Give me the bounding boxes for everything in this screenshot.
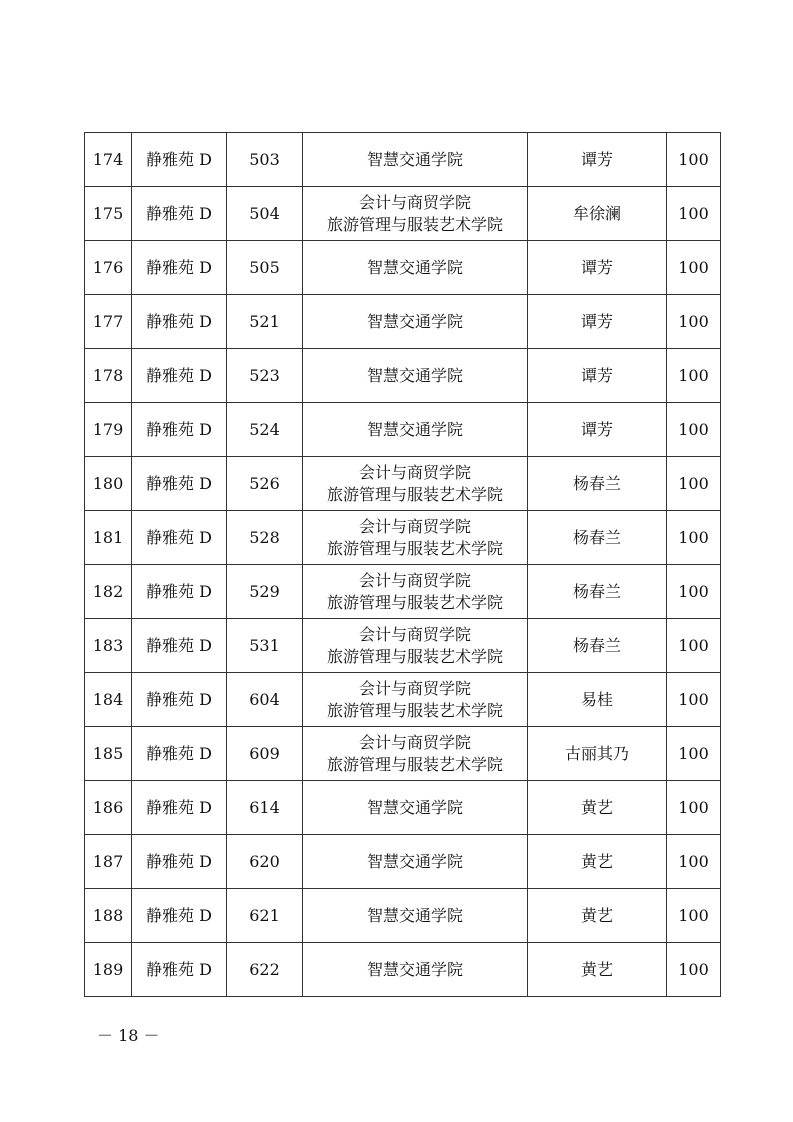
- college-name: 会计与商贸学院: [358, 462, 471, 482]
- table-row: [85, 781, 721, 835]
- score-cell: 100: [667, 403, 721, 457]
- college-name: 会计与商贸学院: [358, 570, 471, 590]
- score-cell: 100: [667, 241, 721, 295]
- building-cell: 静雅苑 D: [132, 403, 227, 457]
- college-cell: [303, 511, 528, 565]
- college-name: 旅游管理与服装艺术学院: [326, 484, 503, 504]
- room-number-cell: 529: [227, 565, 303, 619]
- responsible-person-cell: 谭芳: [528, 133, 667, 187]
- responsible-person-cell: 易桂: [528, 673, 667, 727]
- room-number-cell: 503: [227, 133, 303, 187]
- college-cell: [303, 457, 528, 511]
- college-name: 会计与商贸学院: [358, 624, 471, 644]
- row-number-cell: 176: [85, 241, 132, 295]
- responsible-person-cell: 牟徐澜: [528, 187, 667, 241]
- responsible-person-cell: 杨春兰: [528, 511, 667, 565]
- table-row: [85, 673, 721, 727]
- college-name: 智慧交通学院: [366, 365, 463, 385]
- college-name: 智慧交通学院: [366, 419, 463, 439]
- responsible-person-cell: 黄艺: [528, 889, 667, 943]
- table-row: [85, 565, 721, 619]
- college-name: 旅游管理与服装艺术学院: [326, 214, 503, 234]
- room-number-cell: 622: [227, 943, 303, 997]
- room-number-cell: 524: [227, 403, 303, 457]
- table-row: [85, 295, 721, 349]
- college-name: 智慧交通学院: [366, 851, 463, 871]
- college-name: 会计与商贸学院: [358, 516, 471, 536]
- room-number-cell: 604: [227, 673, 303, 727]
- building-cell: 静雅苑 D: [132, 241, 227, 295]
- score-cell: 100: [667, 943, 721, 997]
- table-row: [85, 457, 721, 511]
- table-row: [85, 133, 721, 187]
- building-cell: 静雅苑 D: [132, 511, 227, 565]
- responsible-person-cell: 杨春兰: [528, 565, 667, 619]
- table-row: [85, 835, 721, 889]
- room-number-cell: 523: [227, 349, 303, 403]
- table-row: [85, 241, 721, 295]
- building-cell: 静雅苑 D: [132, 835, 227, 889]
- building-cell: 静雅苑 D: [132, 295, 227, 349]
- row-number-cell: 178: [85, 349, 132, 403]
- college-name: 旅游管理与服装艺术学院: [326, 754, 503, 774]
- room-number-cell: 505: [227, 241, 303, 295]
- building-cell: 静雅苑 D: [132, 943, 227, 997]
- college-cell: [303, 727, 528, 781]
- row-number-cell: 179: [85, 403, 132, 457]
- table-row: [85, 403, 721, 457]
- table-row: [85, 187, 721, 241]
- college-cell: [303, 241, 528, 295]
- room-number-cell: 614: [227, 781, 303, 835]
- building-cell: 静雅苑 D: [132, 619, 227, 673]
- score-cell: 100: [667, 889, 721, 943]
- row-number-cell: 180: [85, 457, 132, 511]
- responsible-person-cell: 谭芳: [528, 241, 667, 295]
- score-cell: 100: [667, 295, 721, 349]
- table-row: [85, 349, 721, 403]
- responsible-person-cell: 黄艺: [528, 835, 667, 889]
- college-name: 旅游管理与服装艺术学院: [326, 700, 503, 720]
- college-cell: [303, 295, 528, 349]
- table-row: [85, 511, 721, 565]
- college-cell: [303, 187, 528, 241]
- college-name: 会计与商贸学院: [358, 732, 471, 752]
- score-cell: 100: [667, 727, 721, 781]
- responsible-person-cell: 黄艺: [528, 943, 667, 997]
- room-number-cell: 531: [227, 619, 303, 673]
- college-cell: [303, 889, 528, 943]
- row-number-cell: 183: [85, 619, 132, 673]
- row-number-cell: 187: [85, 835, 132, 889]
- responsible-person-cell: 谭芳: [528, 295, 667, 349]
- responsible-person-cell: 古丽其乃: [528, 727, 667, 781]
- college-name: 智慧交通学院: [366, 257, 463, 277]
- college-cell: [303, 619, 528, 673]
- row-number-cell: 174: [85, 133, 132, 187]
- responsible-person-cell: 谭芳: [528, 403, 667, 457]
- row-number-cell: 177: [85, 295, 132, 349]
- room-number-cell: 526: [227, 457, 303, 511]
- table-row: [85, 619, 721, 673]
- row-number-cell: 184: [85, 673, 132, 727]
- college-cell: [303, 835, 528, 889]
- score-cell: 100: [667, 511, 721, 565]
- responsible-person-cell: 黄艺: [528, 781, 667, 835]
- row-number-cell: 181: [85, 511, 132, 565]
- row-number-cell: 189: [85, 943, 132, 997]
- college-name: 智慧交通学院: [366, 959, 463, 979]
- table-body: [85, 133, 721, 997]
- room-number-cell: 609: [227, 727, 303, 781]
- college-name: 智慧交通学院: [366, 797, 463, 817]
- college-name: 智慧交通学院: [366, 905, 463, 925]
- college-cell: [303, 133, 528, 187]
- college-cell: [303, 781, 528, 835]
- room-number-cell: 504: [227, 187, 303, 241]
- college-cell: [303, 403, 528, 457]
- building-cell: 静雅苑 D: [132, 187, 227, 241]
- score-cell: 100: [667, 673, 721, 727]
- room-number-cell: 620: [227, 835, 303, 889]
- room-number-cell: 528: [227, 511, 303, 565]
- building-cell: 静雅苑 D: [132, 889, 227, 943]
- score-cell: 100: [667, 835, 721, 889]
- score-cell: 100: [667, 565, 721, 619]
- building-cell: 静雅苑 D: [132, 565, 227, 619]
- building-cell: 静雅苑 D: [132, 727, 227, 781]
- college-cell: [303, 565, 528, 619]
- score-cell: 100: [667, 349, 721, 403]
- dormitory-score-table-container: [84, 132, 716, 997]
- college-name: 旅游管理与服装艺术学院: [326, 538, 503, 558]
- row-number-cell: 186: [85, 781, 132, 835]
- score-cell: 100: [667, 619, 721, 673]
- building-cell: 静雅苑 D: [132, 457, 227, 511]
- page-number: － 18 －: [97, 1026, 160, 1045]
- score-cell: 100: [667, 457, 721, 511]
- responsible-person-cell: 杨春兰: [528, 619, 667, 673]
- college-cell: [303, 943, 528, 997]
- college-cell: [303, 349, 528, 403]
- room-number-cell: 521: [227, 295, 303, 349]
- row-number-cell: 182: [85, 565, 132, 619]
- college-name: 旅游管理与服装艺术学院: [326, 592, 503, 612]
- room-number-cell: 621: [227, 889, 303, 943]
- responsible-person-cell: 杨春兰: [528, 457, 667, 511]
- building-cell: 静雅苑 D: [132, 349, 227, 403]
- score-cell: 100: [667, 187, 721, 241]
- row-number-cell: 188: [85, 889, 132, 943]
- building-cell: 静雅苑 D: [132, 673, 227, 727]
- table-row: [85, 943, 721, 997]
- college-name: 会计与商贸学院: [358, 678, 471, 698]
- table-row: [85, 727, 721, 781]
- responsible-person-cell: 谭芳: [528, 349, 667, 403]
- score-cell: 100: [667, 781, 721, 835]
- building-cell: 静雅苑 D: [132, 133, 227, 187]
- row-number-cell: 185: [85, 727, 132, 781]
- score-cell: 100: [667, 133, 721, 187]
- college-name: 智慧交通学院: [366, 311, 463, 331]
- row-number-cell: 175: [85, 187, 132, 241]
- college-cell: [303, 673, 528, 727]
- building-cell: 静雅苑 D: [132, 781, 227, 835]
- college-name: 会计与商贸学院: [358, 192, 471, 212]
- college-name: 智慧交通学院: [366, 149, 463, 169]
- college-name: 旅游管理与服装艺术学院: [326, 646, 503, 666]
- table-row: [85, 889, 721, 943]
- dormitory-score-table: [84, 132, 721, 997]
